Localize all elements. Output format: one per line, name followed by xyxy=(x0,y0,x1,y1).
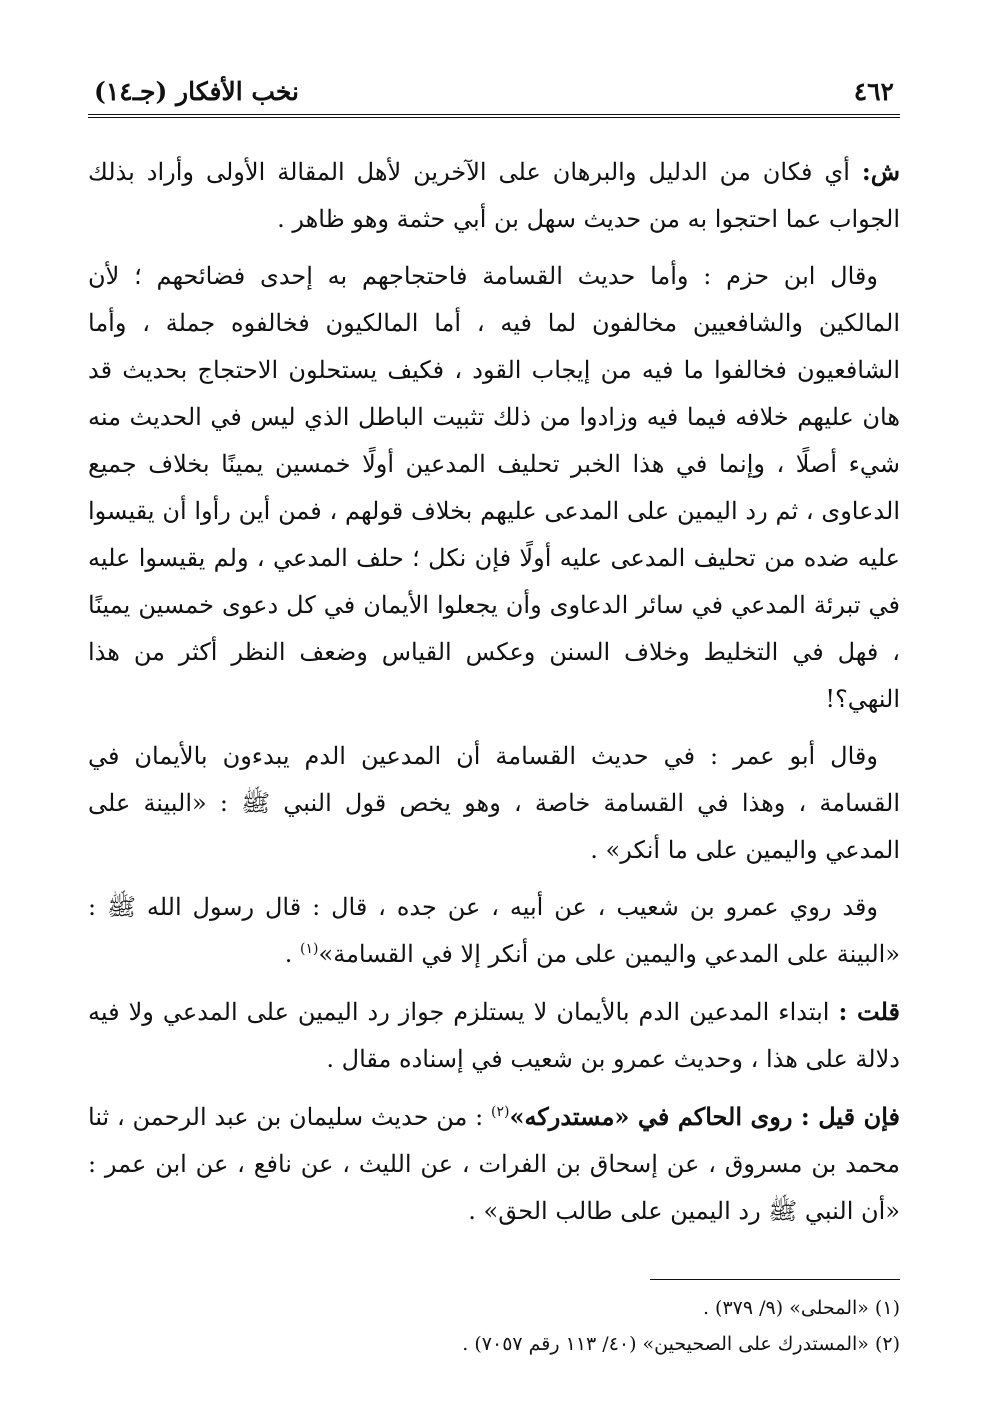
footnote-ref-1: (١) xyxy=(300,941,319,957)
footnote-separator xyxy=(650,1279,900,1280)
footnote-ref-2: (٢) xyxy=(490,1104,510,1120)
paragraph-text: ابتداء المدعين الدم بالأيمان لا يستلزم جواز رد اليمين على المدعي ولا فيه دلالة على هذا ، وحديث عمرو بن شعيب في إسناده مقال . xyxy=(88,998,900,1073)
paragraph-objection xyxy=(88,1093,900,1235)
paragraph-ibn-hazm xyxy=(88,253,900,723)
page-number: ٤٦٢ xyxy=(853,77,894,106)
footnote-2: (٢) «المستدرك على الصحيحين» (٤٠/ ١١٣ رقم ٧٠٥٧) . xyxy=(462,1333,900,1355)
paragraph-text: وقال ابن حزم : وأما حديث القسامة فاحتجاجهم به إحدى فضائحهم ؛ لأن المالكين والشافعيين مخالفون لما فيه ، أما المالكيون فخالفوه جملة ، وأما الشافعيون فخالفوا ما فيه من إيجاب القود ، فكيف يستحلون الاحتجاج بحديث قد هان عليهم خلافه فيما فيه وزادوا من ذلك تثبيت الباطل الذي ليس في الحديث منه شيء أصلًا ، وإنما في هذا الخبر تحليف المدعين أولًا خمسين يمينًا بخلاف جميع الدعاوى ، ثم رد اليمين على المدعى عليهم بخلاف قولهم ، فمن أين رأوا أن يقيسوا عليه ضده من تحليف المدعى عليه أولًا فإن نكل ؛ حلف المدعي ، ولم يقيسوا عليه في تبرئة المدعي في سائر الدعاوى وأن يجعلوا الأيمان في كل دعوى خمسين يمينًا ، فهل في التخليط وخلاف السنن وعكس القياس وضعف النظر أكثر من هذا النهي؟! xyxy=(88,262,900,713)
book-page xyxy=(88,62,900,1362)
header-rule xyxy=(88,114,900,118)
footnotes xyxy=(88,1290,900,1362)
footnote-1: (١) «المحلى» (٩/ ٣٧٩) . xyxy=(702,1297,900,1319)
objection-marker: فإن قيل : روى الحاكم في «مستدركه» xyxy=(509,1102,901,1131)
paragraph-text: أي فكان من الدليل والبرهان على الآخرين لأهل المقالة الأولى وأراد بذلك الجواب عما احتجوا به من حديث سهل بن أبي حثمة وهو ظاهر . xyxy=(88,158,900,233)
commentary-marker: ش: xyxy=(861,157,900,186)
paragraph-text-end: . xyxy=(284,940,301,968)
paragraph-amr-narration xyxy=(88,884,900,978)
paragraph-text: : من حديث سليمان بن عبد الرحمن ، ثنا محمد بن مسروق ، عن إسحاق بن الفرات ، عن الليث ، عن نافع ، عن ابن عمر : «أن النبي ﷺ رد اليمين على طالب الحق» . xyxy=(88,1103,900,1225)
paragraph-commentary xyxy=(88,148,900,243)
qultu-marker: قلت : xyxy=(838,997,901,1026)
running-header xyxy=(88,62,900,106)
paragraph-abu-umar xyxy=(88,733,900,874)
paragraph-text: وقد روي عمرو بن شعيب ، عن أبيه ، عن جده ، قال : قال رسول الله ﷺ : «البينة على المدعي واليمين على من أنكر إلا في القسامة» xyxy=(88,893,900,968)
paragraph-qultu xyxy=(88,988,900,1083)
book-title: نخب الأفكار (جـ١٤) xyxy=(94,77,300,106)
main-text xyxy=(88,148,900,1235)
paragraph-text: وقال أبو عمر : في حديث القسامة أن المدعين الدم يبدءون بالأيمان في القسامة ، وهذا في القسامة خاصة ، وهو يخص قول النبي ﷺ : «البينة على المدعي واليمين على ما أنكر» . xyxy=(88,742,900,864)
